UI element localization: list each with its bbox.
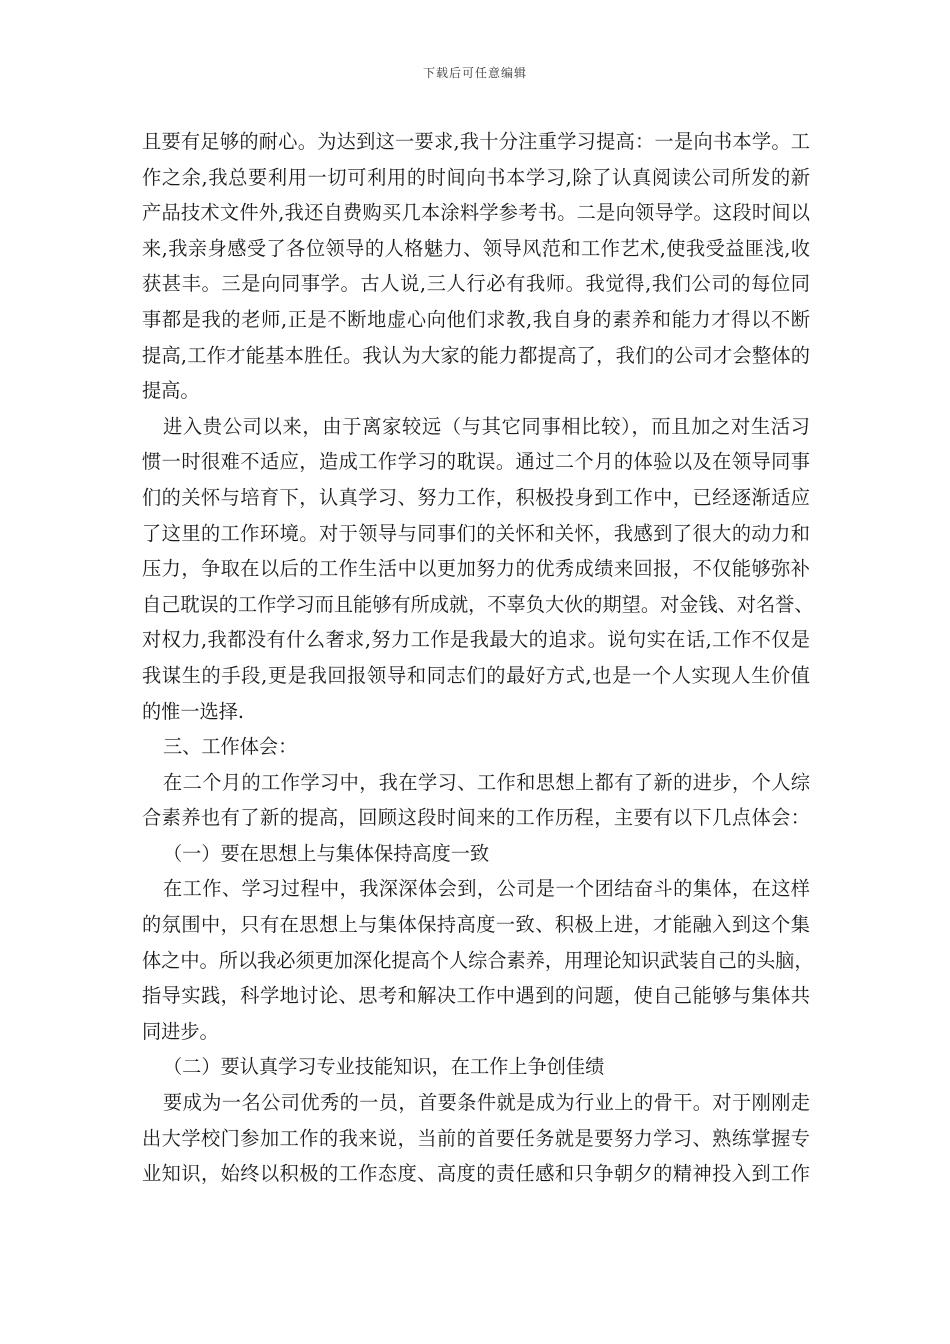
text-line: 自己耽误的工作学习而且能够有所成就，不辜负大伙的期望。对金钱、对名誉、 — [142, 592, 814, 616]
subsection-heading: （二）要认真学习专业技能知识，在工作上争创佳绩 — [163, 1055, 605, 1079]
text-line: 事都是我的老师,正是不断地虚心向他们求教,我自身的素养和能力才得以不断 — [142, 307, 810, 331]
document-body — [142, 124, 814, 1192]
paragraph-start-line: 在二个月的工作学习中，我在学习、工作和思想上都有了新的进步，个人综 — [163, 770, 810, 794]
paragraph-start-line: 要成为一名公司优秀的一员，首要条件就是成为行业上的骨干。对于刚刚走 — [163, 1091, 810, 1115]
text-line: 的惟一选择. — [142, 699, 245, 723]
text-line: 指导实践，科学地讨论、思考和解决工作中遇到的问题，使自己能够与集体共 — [142, 984, 810, 1008]
page-header: 下载后可任意编辑 — [422, 66, 527, 80]
paragraph-start-line: 进入贵公司以来，由于离家较远（与其它同事相比较），而且加之对生活习 — [163, 414, 810, 438]
text-line: 合素养也有了新的提高，回顾这段时间来的工作历程，主要有以下几点体会： — [142, 806, 810, 830]
text-line: 出大学校门参加工作的我来说，当前的首要任务就是要努力学习、熟练掌握专 — [142, 1126, 810, 1150]
text-line: 我谋生的手段,更是我回报领导和同志们的最好方式,也是一个人实现人生价值 — [142, 663, 810, 687]
text-line: 同进步。 — [142, 1019, 219, 1043]
text-line: 作之余,我总要利用一切可利用的时间向书本学习,除了认真阅读公司所发的新 — [142, 165, 810, 189]
text-line: 来,我亲身感受了各位领导的人格魅力、领导风范和工作艺术,使我受益匪浅,收 — [142, 236, 810, 260]
text-line: 们的关怀与培育下，认真学习、努力工作，积极投身到工作中，已经逐渐适应 — [142, 485, 810, 509]
text-line: 产品技术文件外,我还自费购买几本涂料学参考书。二是向领导学。这段时间以 — [142, 201, 810, 225]
text-line: 了这里的工作环境。对于领导与同事们的关怀和关怀，我感到了很大的动力和 — [142, 521, 810, 545]
text-line: 的氛围中，只有在思想上与集体保持高度一致、积极上进，才能融入到这个集 — [142, 913, 810, 937]
text-line: 业知识，始终以积极的工作态度、高度的责任感和只争朝夕的精神投入到工作 — [142, 1162, 810, 1186]
text-line: 惯一时很难不适应，造成工作学习的耽误。通过二个月的体验以及在领导同事 — [142, 450, 810, 474]
text-line: 获甚丰。三是向同事学。古人说,三人行必有我师。我觉得,我们公司的每位同 — [142, 272, 810, 296]
text-line: 提高,工作才能基本胜任。我认为大家的能力都提高了，我们的公司才会整体的 — [142, 343, 810, 367]
text-line: 对权力,我都没有什么奢求,努力工作是我最大的追求。说句实在话,工作不仅是 — [142, 628, 810, 652]
text-line: 提高。 — [142, 379, 200, 403]
subsection-heading: （一）要在思想上与集体保持高度一致 — [163, 841, 490, 865]
section-heading: 三、工作体会： — [163, 735, 298, 759]
text-line: 体之中。所以我必须更加深化提高个人综合素养，用理论知识武装自己的头脑， — [142, 948, 814, 972]
text-line: 压力，争取在以后的工作生活中以更加努力的优秀成绩来回报，不仅能够弥补 — [142, 557, 810, 581]
paragraph-start-line: 在工作、学习过程中，我深深体会到，公司是一个团结奋斗的集体，在这样 — [163, 877, 810, 901]
text-line: 且要有足够的耐心。为达到这一要求,我十分注重学习提高：一是向书本学。工 — [142, 130, 810, 153]
